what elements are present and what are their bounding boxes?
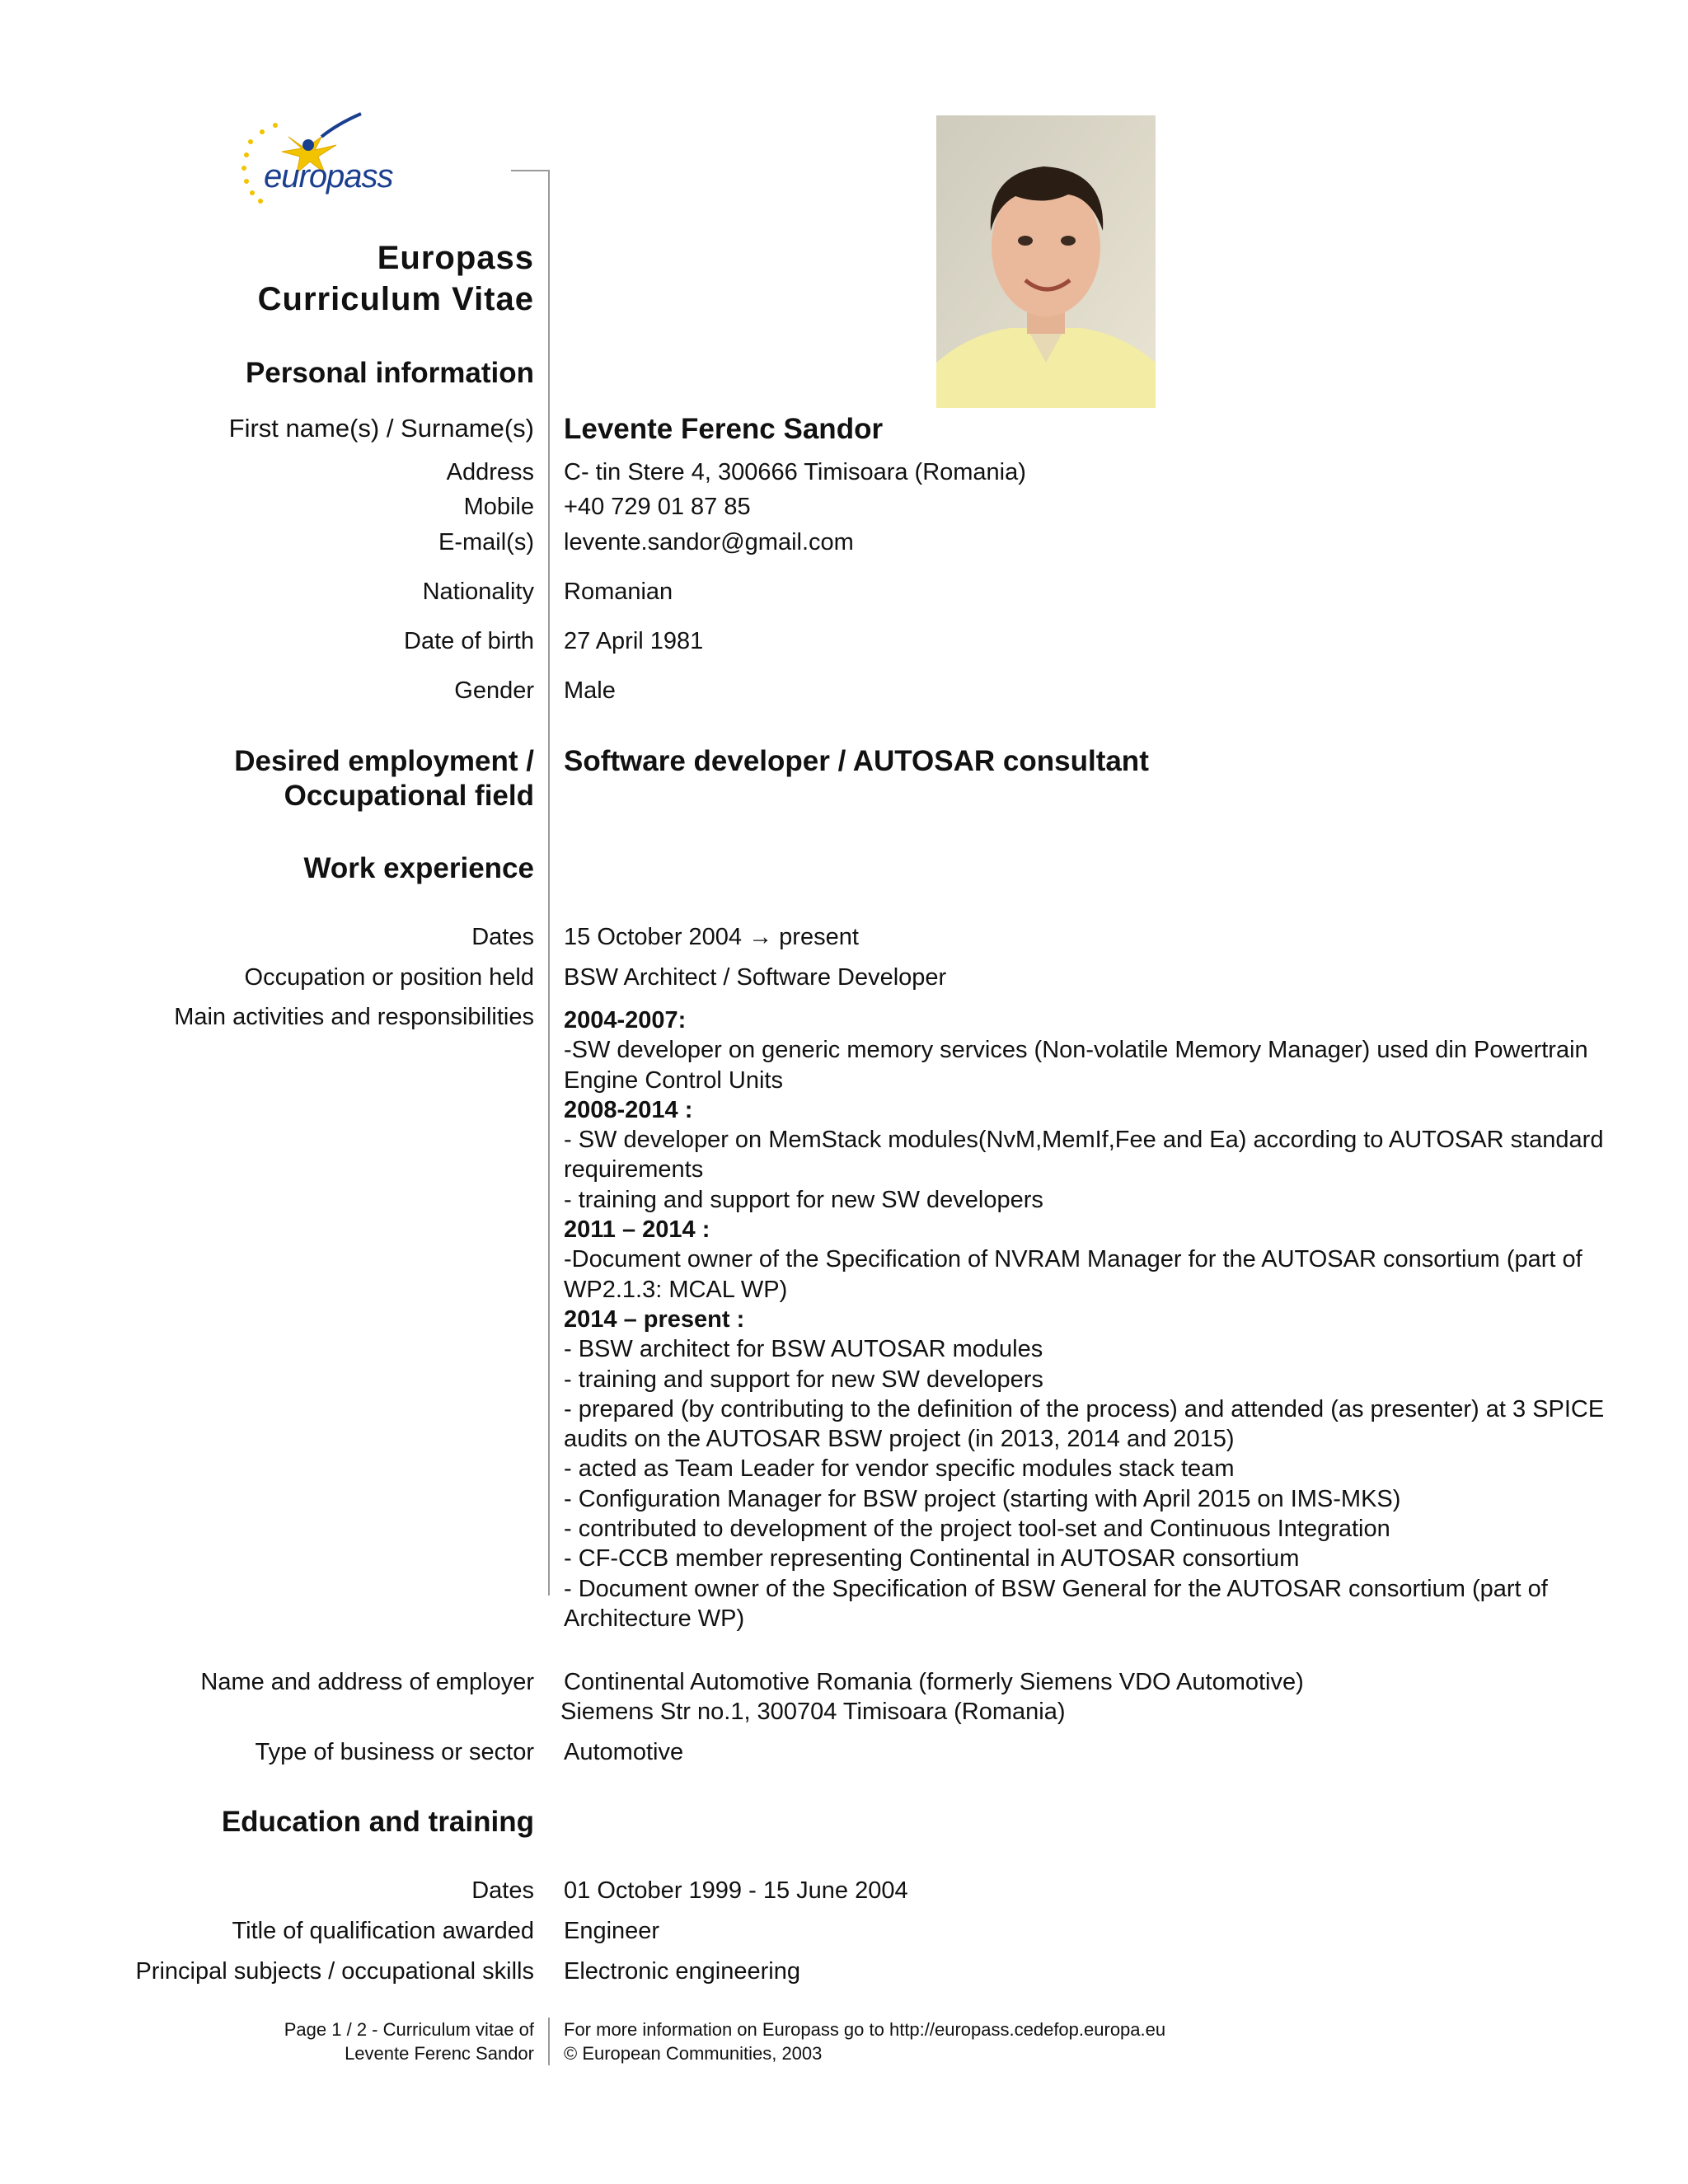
activity-line: Architecture WP) [564,1605,745,1632]
activity-period-heading: 2008-2014 : [564,1096,693,1123]
desired-employment-value: Software developer / AUTOSAR consultant [564,745,1149,777]
dob-label: Date of birth [404,628,534,654]
activity-line: - prepared (by contributing to the definition of the process) and attended (as presenter) at 3 SPICE [564,1395,1605,1422]
email-value[interactable]: levente.sandor@gmail.com [564,529,854,555]
activity-line: - Document owner of the Specification of BSW General for the AUTOSAR consortium (part of [564,1575,1548,1602]
europass-logo [239,112,420,211]
activities-label: Main activities and responsibilities [174,1004,534,1030]
name-value: Levente Ferenc Sandor [564,413,884,445]
activity-line: WP2.1.3: MCAL WP) [564,1276,788,1303]
section-work-experience: Work experience [303,852,534,884]
gender-label: Gender [454,677,534,704]
education-dates-label: Dates [471,1877,534,1904]
desired-employment-label-line1: Desired employment / [234,745,534,777]
mobile-value: +40 729 01 87 85 [564,494,751,520]
address-value: C- tin Stere 4, 300666 Timisoara (Romania) [564,459,1026,485]
activity-line: -Document owner of the Specification of NVRAM Manager for the AUTOSAR consortium (part of [564,1246,1582,1273]
occupation-label: Occupation or position held [244,964,534,991]
activity-line: - CF-CCB member representing Continental in AUTOSAR consortium [564,1545,1300,1572]
education-dates-value: 01 October 1999 - 15 June 2004 [564,1877,908,1904]
activities-list [564,1005,1604,1633]
footer-page-info-line2: Levente Ferenc Sandor [345,2043,534,2064]
gender-value: Male [564,677,616,704]
activity-line: requirements [564,1156,704,1183]
activity-line: -SW developer on generic memory services (Non-volatile Memory Manager) used din Powertrain [564,1037,1588,1064]
activity-line: - BSW architect for BSW AUTOSAR modules [564,1336,1043,1363]
section-personal-information: Personal information [245,357,534,389]
sector-label: Type of business or sector [255,1739,534,1765]
activity-line: - acted as Team Leader for vendor specific modules stack team [564,1455,1235,1483]
footer-info-line1: For more information on Europass go to http://europass.cedefop.europa.eu [564,2019,1166,2040]
activity-period-heading: 2004-2007: [564,1007,687,1033]
employer-line2: Siemens Str no.1, 300704 Timisoara (Romania) [560,1699,1066,1725]
name-label: First name(s) / Surname(s) [228,414,534,443]
occupation-value: BSW Architect / Software Developer [564,964,947,991]
activity-line: - Configuration Manager for BSW project (starting with April 2015 on IMS-MKS) [564,1485,1401,1512]
activity-line: - contributed to development of the project tool-set and Continuous Integration [564,1516,1390,1543]
subjects-value: Electronic engineering [564,1958,800,1985]
profile-photo [936,115,1156,408]
qualification-value: Engineer [564,1918,660,1944]
subjects-label: Principal subjects / occupational skills [135,1958,534,1985]
cv-title-line2: Curriculum Vitae [257,281,534,317]
header-vertical-rule [548,170,550,1596]
activity-period-heading: 2011 – 2014 : [564,1216,710,1244]
footer-info-line2: © European Communities, 2003 [564,2043,823,2064]
work-dates-label: Dates [471,924,534,950]
activity-line: - training and support for new SW developers [564,1366,1043,1393]
activity-line: - training and support for new SW developers [564,1186,1043,1213]
dob-value: 27 April 1981 [564,628,704,654]
sector-value: Automotive [564,1739,684,1765]
nationality-label: Nationality [422,579,534,605]
header-rule [511,170,550,171]
portrait-photo-icon [936,115,1156,408]
nationality-value: Romanian [564,579,673,605]
mobile-label: Mobile [463,494,534,520]
desired-employment-label-line2: Occupational field [284,780,534,812]
section-education-training: Education and training [221,1806,534,1838]
activity-line: audits on the AUTOSAR BSW project (in 2013, 2014 and 2015) [564,1426,1235,1453]
employer-label: Name and address of employer [200,1669,534,1695]
cv-title-line1: Europass [377,240,534,276]
employer-line1: Continental Automotive Romania (formerly Siemens VDO Automotive) [564,1669,1304,1695]
footer-page-info-line1: Page 1 / 2 - Curriculum vitae of [284,2019,534,2040]
qualification-label: Title of qualification awarded [232,1918,534,1944]
footer-vertical-rule [548,2018,550,2065]
address-label: Address [446,459,534,485]
europass-logo-text: europass [264,158,393,194]
email-label: E-mail(s) [438,529,534,555]
work-dates-value: 15 October 2004 → present [564,924,859,950]
activity-line: Engine Control Units [564,1066,783,1094]
activity-period-heading: 2014 – present : [564,1305,745,1333]
activity-line: - SW developer on MemStack modules(NvM,MemIf,Fee and Ea) according to AUTOSAR standard [564,1127,1604,1154]
